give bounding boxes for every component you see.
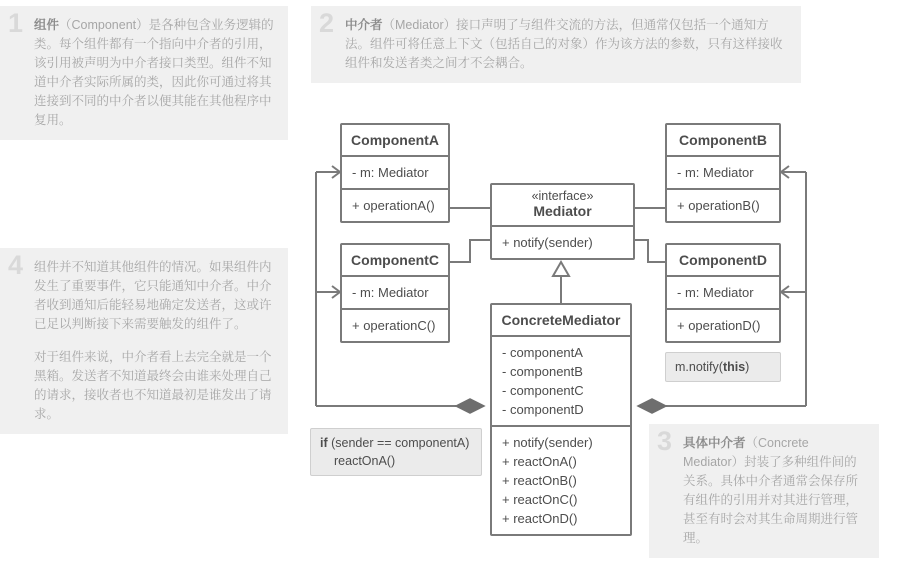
class-component-c-name: ComponentC [342, 245, 448, 277]
code-keyword-this: this [722, 360, 746, 374]
method: + reactOnC() [502, 492, 578, 507]
field: - componentA [502, 345, 583, 360]
annotation-component-body: （Component）是各种包含业务逻辑的类。每个组件都有一个指向中介者的引用，该引用被声明为中介者接口类型。组件不知道中介者实际所属的类，因此你可通过将其连接到不同的中介者以便其能在其他程序中复用。 [34, 18, 274, 127]
class-concrete-mediator [490, 303, 632, 536]
annotation-unaware-para-2: 对于组件来说，中介者看上去完全就是一个黑箱。发送者不知道最终会由谁来处理自己的请求，接收者也不知道最初是谁发出了请求。 [34, 350, 272, 421]
class-concrete-mediator-methods [492, 425, 630, 534]
method: + reactOnB() [502, 473, 577, 488]
annotation-number-4: 4 [8, 250, 24, 280]
annotation-concrete-body: （Concrete Mediator）封装了多种组件间的关系。具体中介者通常会保存所有组件的引用并对其进行管理，甚至有时会对其生命周期进行管理。 [683, 436, 859, 545]
class-component-b-methods [667, 188, 779, 221]
class-component-b-name: ComponentB [667, 125, 779, 157]
field: - componentB [502, 364, 583, 379]
class-component-b [665, 123, 781, 223]
annotation-number-2: 2 [319, 8, 335, 38]
code-notify-prefix: m.notify( [675, 360, 723, 374]
code-notify-suffix: ) [745, 360, 750, 374]
annotation-number-3: 3 [657, 426, 673, 456]
annotation-keyword-component: 组件 [34, 18, 60, 32]
annotation-mediator [311, 6, 801, 83]
class-concrete-mediator-name: ConcreteMediator [492, 305, 630, 337]
annotation-component-text [34, 16, 276, 130]
field: - componentC [502, 383, 584, 398]
field: - componentD [502, 402, 584, 417]
class-component-c-fields [342, 277, 448, 308]
method: + reactOnD() [502, 511, 578, 526]
code-callout-notify [665, 352, 781, 382]
annotation-number-1: 1 [8, 8, 24, 38]
method: + operationB() [677, 198, 760, 213]
class-component-a-name: ComponentA [342, 125, 448, 157]
class-component-d-name: ComponentD [667, 245, 779, 277]
method: + notify(sender) [502, 235, 593, 250]
method: + operationA() [352, 198, 435, 213]
annotation-mediator-body: （Mediator）接口声明了与组件交流的方法，但通常仅包括一个通知方法。组件可将任意上下文（包括自己的对象）作为该方法的参数，只有这样接收组件和发送者类之间才不会耦合。 [345, 18, 783, 70]
class-component-d [665, 243, 781, 343]
class-component-a [340, 123, 450, 223]
class-component-d-fields [667, 277, 779, 308]
field: - m: Mediator [352, 165, 429, 180]
class-component-b-fields [667, 157, 779, 188]
method: + reactOnA() [502, 454, 577, 469]
code-callout-if-block [310, 428, 482, 476]
interface-mediator-name: Mediator [533, 203, 592, 219]
code-keyword-if: if [320, 436, 328, 450]
annotation-keyword-concrete-mediator: 具体中介者 [683, 436, 746, 450]
class-component-d-methods [667, 308, 779, 341]
class-component-a-fields [342, 157, 448, 188]
class-component-c [340, 243, 450, 343]
method: + operationC() [352, 318, 436, 333]
annotation-unaware-para-1: 组件并不知道其他组件的情况。如果组件内发生了重要事件，它只能通知中介者。中介者收到通知后能轻易地确定发送者，这或许已足以判断接下来需要触发的组件了。 [34, 260, 272, 331]
interface-mediator-header [492, 185, 633, 227]
class-component-c-methods [342, 308, 448, 341]
class-component-a-methods [342, 188, 448, 221]
class-concrete-mediator-fields [492, 337, 630, 425]
code-condition: (sender == componentA) [327, 436, 470, 450]
method: + notify(sender) [502, 435, 593, 450]
interface-mediator-methods [492, 227, 633, 258]
annotation-keyword-mediator: 中介者 [345, 18, 383, 32]
field: - m: Mediator [677, 165, 754, 180]
code-line-1 [320, 434, 472, 452]
field: - m: Mediator [352, 285, 429, 300]
annotation-concrete-text [683, 434, 867, 548]
annotation-concrete-mediator [649, 424, 879, 558]
interface-mediator [490, 183, 635, 260]
annotation-mediator-text [345, 16, 789, 73]
method: + operationD() [677, 318, 761, 333]
annotation-component [0, 6, 288, 140]
interface-stereotype: «interface» [531, 189, 594, 203]
field: - m: Mediator [677, 285, 754, 300]
code-line-2: reactOnA() [334, 454, 396, 468]
annotation-components-unaware [0, 248, 288, 434]
